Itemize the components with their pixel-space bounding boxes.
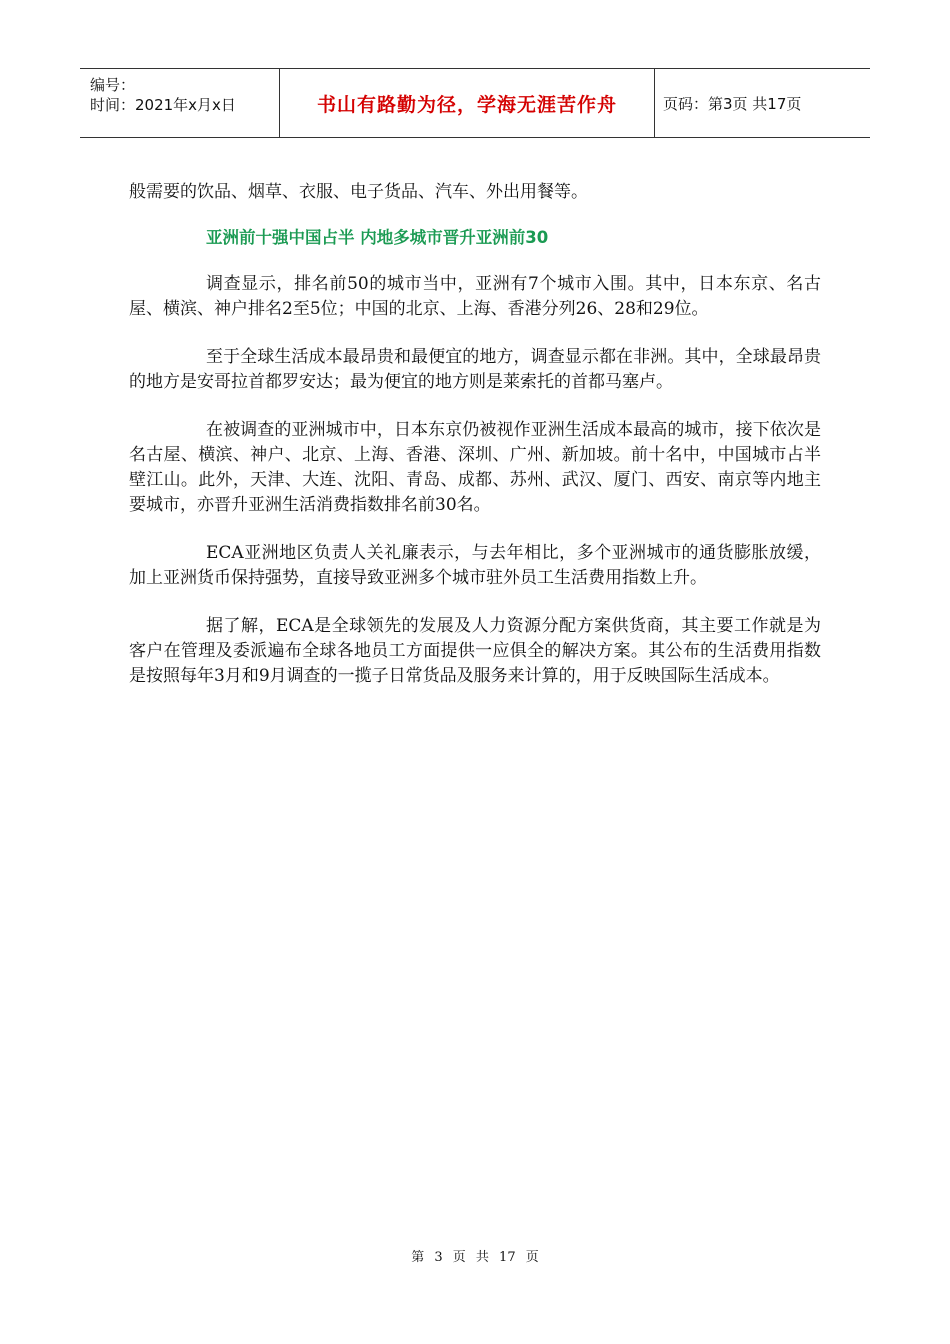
- body-paragraph: 在被调查的亚洲城市中，日本东京仍被视作亚洲生活成本最高的城市，接下依次是名古屋、横滨、神户、北京、上海、香港、深圳、广州、新加坡。前十名中，中国城市占半壁江山。此外，天津、大连、沈阳、青岛、成都、苏州、武汉、厦门、西安、南京等内地主要城市，亦晋升亚洲生活消费指数排名前30名。: [129, 420, 821, 515]
- body-paragraph: 调查显示，排名前50的城市当中，亚洲有7个城市入围。其中，日本东京、名古屋、横滨、神户排名2至5位；中国的北京、上海、香港分列26、28和29位。: [129, 274, 821, 319]
- intro-tail-paragraph: 般需要的饮品、烟草、衣服、电子货品、汽车、外出用餐等。: [129, 182, 588, 202]
- document-header: [80, 68, 870, 138]
- page-footer: 第 3 页 共 17 页: [411, 1250, 539, 1265]
- header-time-label: 时间：2021年x月x日: [90, 96, 236, 114]
- body-paragraph: ECA亚洲地区负责人关礼廉表示，与去年相比，多个亚洲城市的通货膨胀放缓，加上亚洲货币保持强势，直接导致亚洲多个城市驻外员工生活费用指数上升。: [129, 543, 821, 588]
- section-subheading: 亚洲前十强中国占半 内地多城市晋升亚洲前30: [206, 228, 549, 247]
- body-paragraph: 据了解，ECA是全球领先的发展及人力资源分配方案供货商，其主要工作就是为客户在管理及委派遍布全球各地员工方面提供一应俱全的解决方案。其公布的生活费用指数是按照每年3月和9月调查的一揽子日常货品及服务来计算的，用于反映国际生活成本。: [129, 616, 821, 686]
- body-paragraph: 至于全球生活成本最昂贵和最便宜的地方，调查显示都在非洲。其中，全球最昂贵的地方是安哥拉首都罗安达；最为便宜的地方则是莱索托的首都马塞卢。: [129, 347, 821, 392]
- header-page-info: 页码：第3页 共17页: [663, 94, 802, 113]
- header-motto: 书山有路勤为径，学海无涯苦作舟: [280, 69, 655, 137]
- header-number-label: 编号：: [90, 76, 136, 94]
- document-body: [129, 180, 821, 712]
- header-meta-cell: [80, 69, 280, 137]
